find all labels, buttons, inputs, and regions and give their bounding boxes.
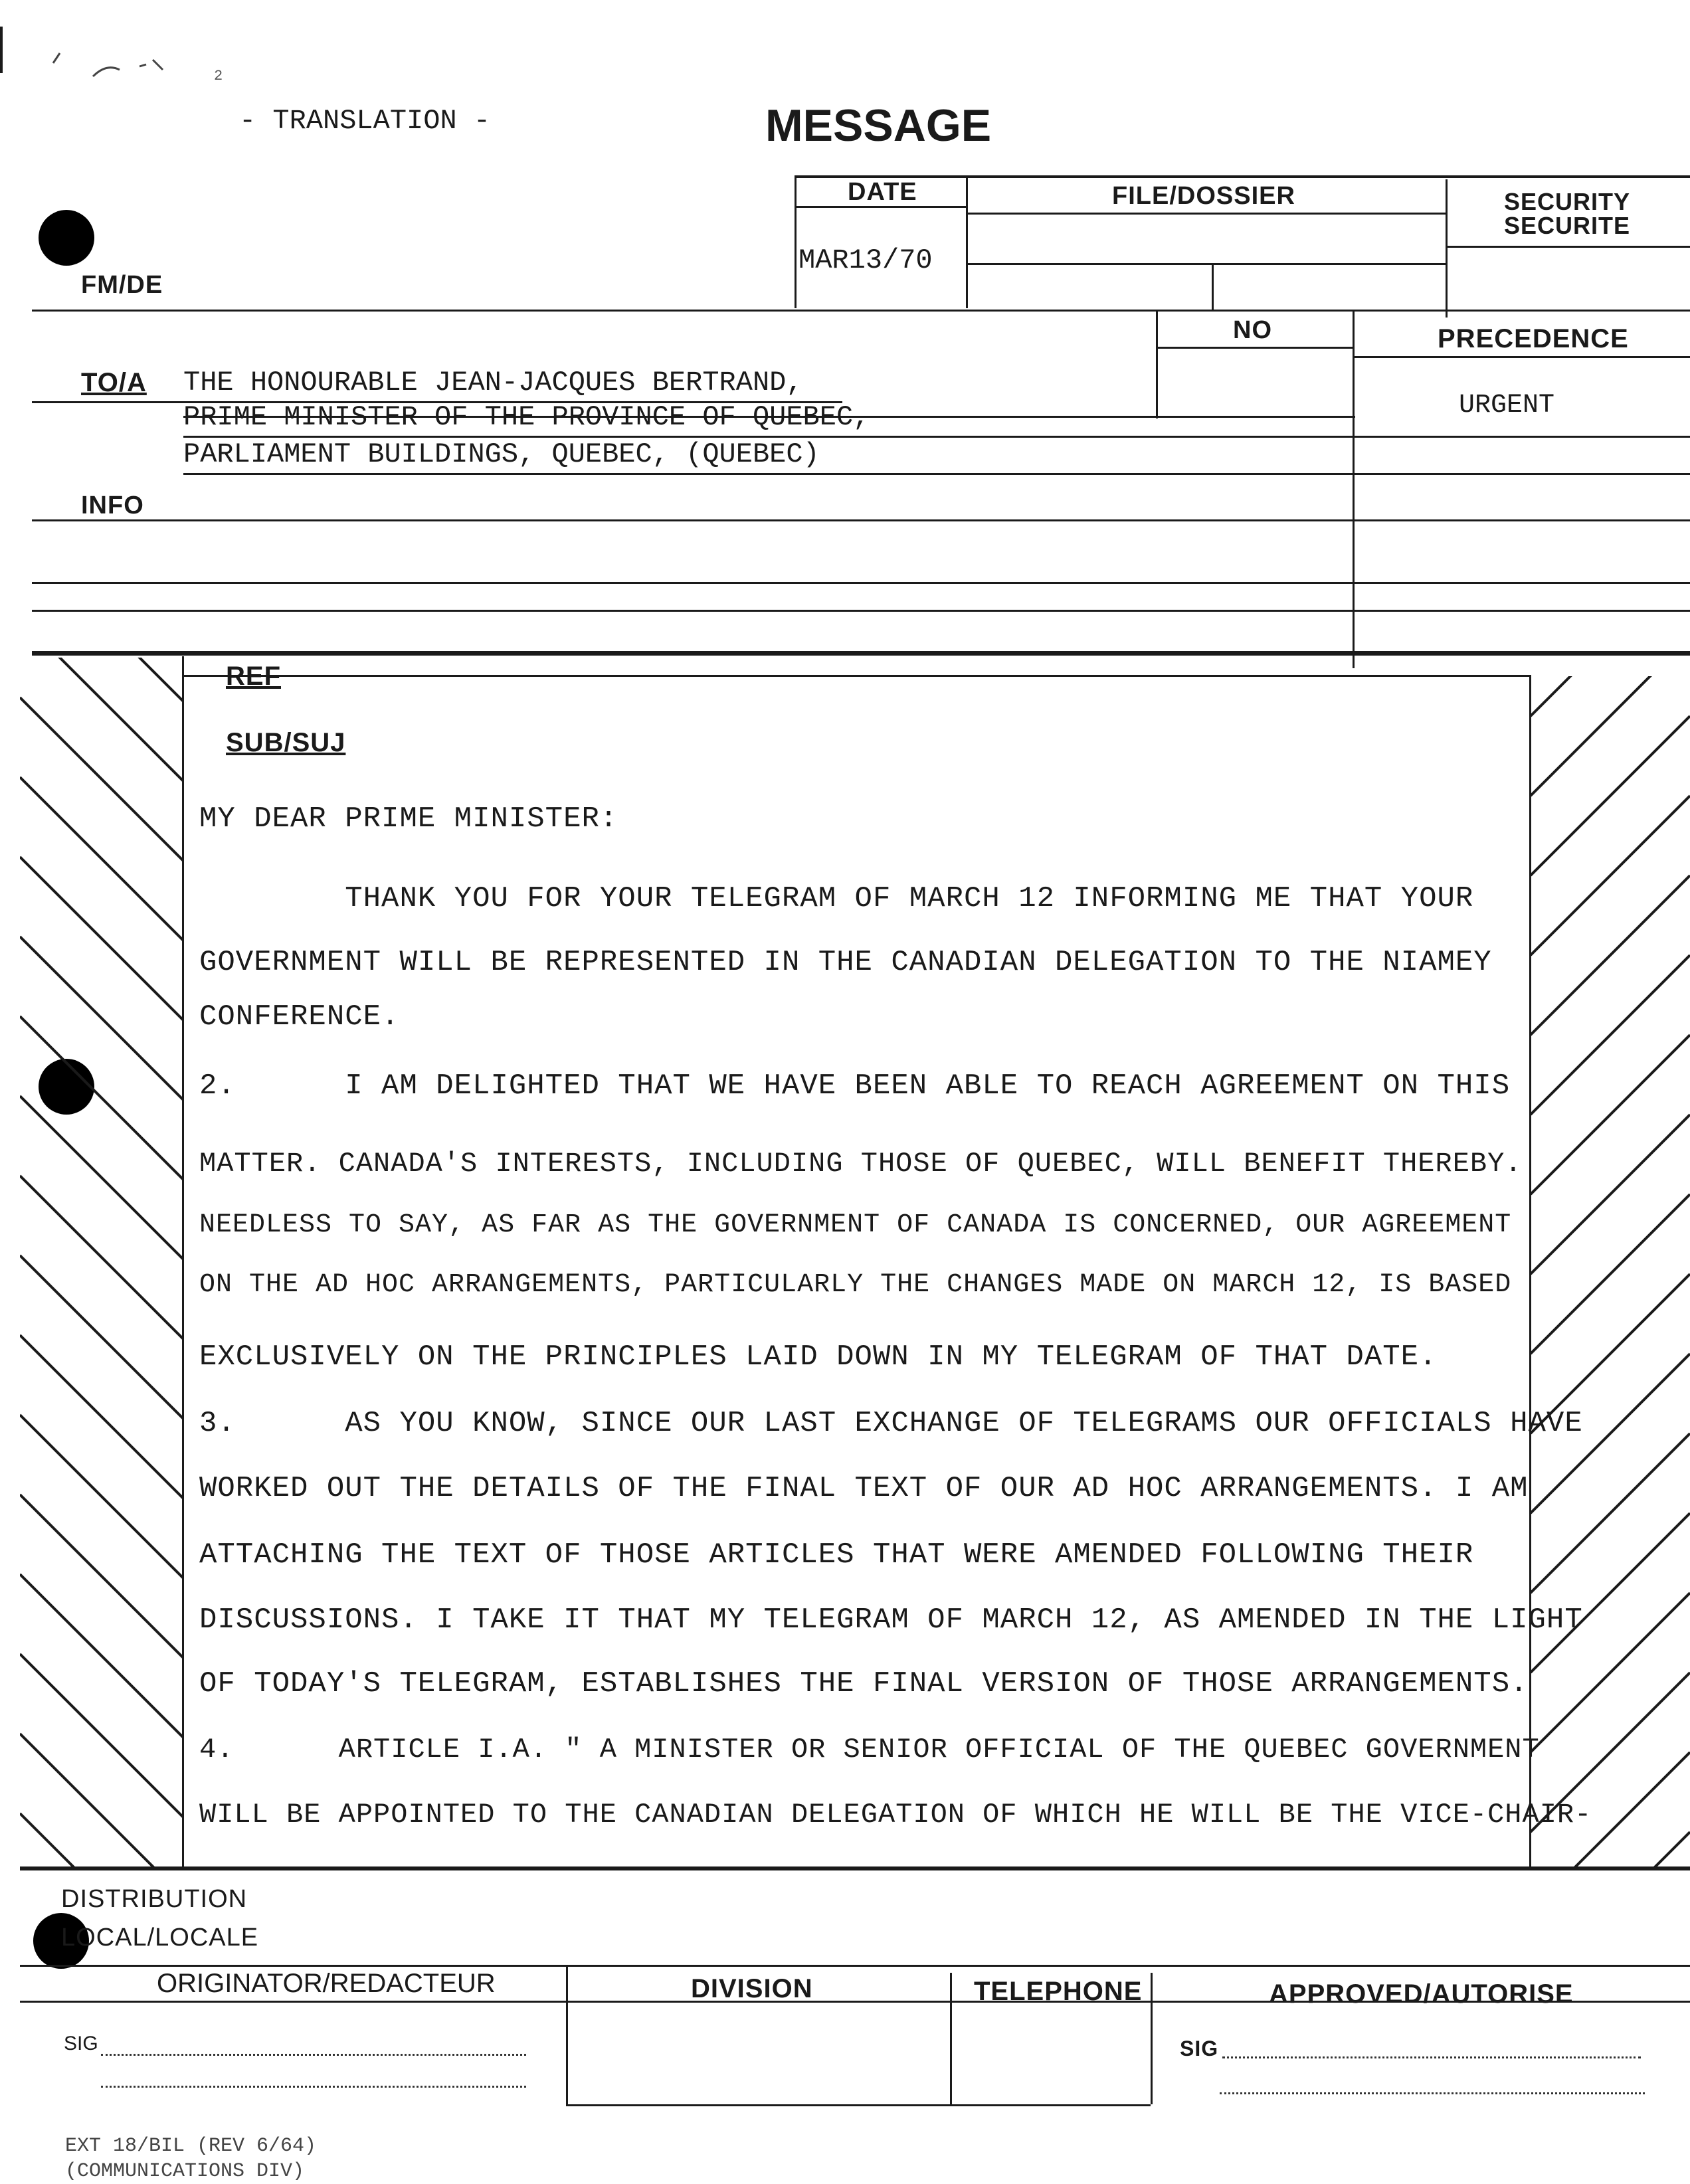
body-line: 3. AS YOU KNOW, SINCE OUR LAST EXCHANGE OF TELEGRAMS OUR OFFICIALS HAVE (199, 1407, 1583, 1440)
body-bottom-rule (20, 1866, 1690, 1870)
footer-table-bottom (566, 2104, 1151, 2106)
date-value: MAR13/70 (798, 244, 933, 276)
date-left-border (795, 175, 797, 308)
footer-col-divider-3 (1151, 1973, 1153, 2104)
precedence-label: PRECEDENCE (1438, 324, 1629, 353)
distribution-label: DISTRIBUTION (61, 1885, 248, 1913)
body-line: ON THE AD HOC ARRANGEMENTS, PARTICULARLY THE CHANGES MADE ON MARCH 12, IS BASED (199, 1270, 1512, 1300)
translation-label: - TRANSLATION - (239, 105, 491, 137)
no-label-underline (1156, 347, 1353, 349)
ref-label: REF (226, 662, 281, 691)
info-rule-1 (32, 519, 1690, 521)
precedence-left-border (1353, 310, 1355, 668)
body-line: 4. ARTICLE I.A. " A MINISTER OR SENIOR OFFICIAL OF THE QUEBEC GOVERNMENT (199, 1734, 1540, 1766)
approved-sig-line-2[interactable] (1220, 2092, 1645, 2094)
header-top-rule (795, 175, 1690, 178)
approved-sig-line[interactable] (1222, 2056, 1641, 2058)
division-label: DIVISION (691, 1974, 813, 2003)
page-title: MESSAGE (765, 100, 992, 151)
body-line: 2. I AM DELIGHTED THAT WE HAVE BEEN ABLE TO REACH AGREEMENT ON THIS (199, 1069, 1511, 1103)
to-label: TO/A (81, 368, 147, 397)
corner-mark: 2 (214, 68, 223, 84)
originator-sig-line[interactable] (101, 2054, 526, 2056)
body-line: WILL BE APPOINTED TO THE CANADIAN DELEGATION OF WHICH HE WILL BE THE VICE-CHAIR- (199, 1799, 1592, 1831)
body-line-salutation: MY DEAR PRIME MINISTER: (199, 802, 618, 836)
precedence-label-underline (1353, 356, 1690, 358)
body-line: CONFERENCE. (199, 1000, 400, 1034)
telephone-label: TELEPHONE (974, 1977, 1143, 2006)
local-label: LOCAL/LOCALE (61, 1924, 259, 1952)
info-rule-2 (32, 582, 1690, 584)
footer-table-top (20, 1965, 1690, 1967)
file-inner-divider (1212, 263, 1214, 311)
body-line: NEEDLESS TO SAY, AS FAR AS THE GOVERNMENT OF CANADA IS CONCERNED, OUR AGREEMENT (199, 1210, 1512, 1240)
to-rule-3 (183, 436, 1690, 438)
body-line: WORKED OUT THE DETAILS OF THE FINAL TEXT OF OUR AD HOC ARRANGEMENTS. I AM (199, 1472, 1529, 1505)
right-hatch-margin (1531, 676, 1690, 1866)
body-line: GOVERNMENT WILL BE REPRESENTED IN THE CANADIAN DELEGATION TO THE NIAMEY (199, 946, 1492, 979)
corner-scribble (40, 37, 186, 96)
security-label-fr: SECURITE (1504, 212, 1631, 239)
body-line: ATTACHING THE TEXT OF THOSE ARTICLES THAT WERE AMENDED FOLLOWING THEIR (199, 1538, 1474, 1572)
info-label: INFO (81, 492, 144, 519)
security-label-en: SECURITY (1504, 188, 1631, 215)
precedence-value: URGENT (1459, 391, 1555, 420)
body-top-rule (32, 651, 1690, 656)
file-row-divider (966, 263, 1446, 265)
approved-label: APPROVED/AUTORISE (1269, 1979, 1574, 2009)
body-line: DISCUSSIONS. I TAKE IT THAT MY TELEGRAM OF MARCH 12, AS AMENDED IN THE LIGHT (199, 1603, 1583, 1637)
footer-col-divider-1 (566, 1965, 568, 2104)
info-rule-3 (32, 610, 1690, 612)
footer-col-divider-2 (950, 1973, 952, 2104)
no-left-border (1156, 310, 1158, 418)
body-line: THANK YOU FOR YOUR TELEGRAM OF MARCH 12 INFORMING ME THAT YOUR (199, 882, 1474, 915)
file-right-border (1446, 179, 1448, 318)
to-address-line-1: THE HONOURABLE JEAN-JACQUES BERTRAND, (183, 367, 803, 399)
date-right-border (966, 175, 968, 308)
to-address-line-3: PARLIAMENT BUILDINGS, QUEBEC, (QUEBEC) (183, 438, 820, 470)
to-rule-2 (183, 416, 1355, 418)
body-line: MATTER. CANADA'S INTERESTS, INCLUDING THOSE OF QUEBEC, WILL BENEFIT THEREBY. (199, 1148, 1523, 1180)
form-division: (COMMUNICATIONS DIV) (65, 2160, 305, 2183)
left-hatch-margin (20, 658, 183, 1866)
originator-sig-line-2[interactable] (101, 2086, 526, 2088)
body-line: EXCLUSIVELY ON THE PRINCIPLES LAID DOWN IN MY TELEGRAM OF THAT DATE. (199, 1340, 1438, 1374)
file-label: FILE/DOSSIER (1112, 182, 1295, 210)
security-label (1504, 190, 1630, 238)
body-top-inner-rule (182, 675, 1531, 677)
date-label: DATE (848, 178, 917, 206)
to-rule-1 (32, 401, 842, 403)
subject-label: SUB/SUJ (226, 728, 346, 757)
form-number: EXT 18/BIL (REV 6/64) (65, 2135, 317, 2157)
originator-sig-label: SIG (64, 2033, 98, 2054)
approved-sig-label: SIG (1180, 2037, 1219, 2060)
to-rule-4 (183, 473, 1690, 475)
file-label-underline (966, 213, 1446, 215)
punch-hole-top (39, 210, 94, 266)
no-label: NO (1233, 316, 1272, 344)
originator-label: ORIGINATOR/REDACTEUR (157, 1969, 496, 1998)
left-edge-mark (0, 27, 3, 73)
security-underline (1446, 246, 1690, 248)
body-line: OF TODAY'S TELEGRAM, ESTABLISHES THE FINAL VERSION OF THOSE ARRANGEMENTS. (199, 1667, 1529, 1700)
from-rule (32, 310, 1690, 312)
from-label: FM/DE (81, 271, 163, 299)
to-address-line-2: PRIME MINISTER OF THE PROVINCE OF QUEBEC, (183, 401, 870, 433)
